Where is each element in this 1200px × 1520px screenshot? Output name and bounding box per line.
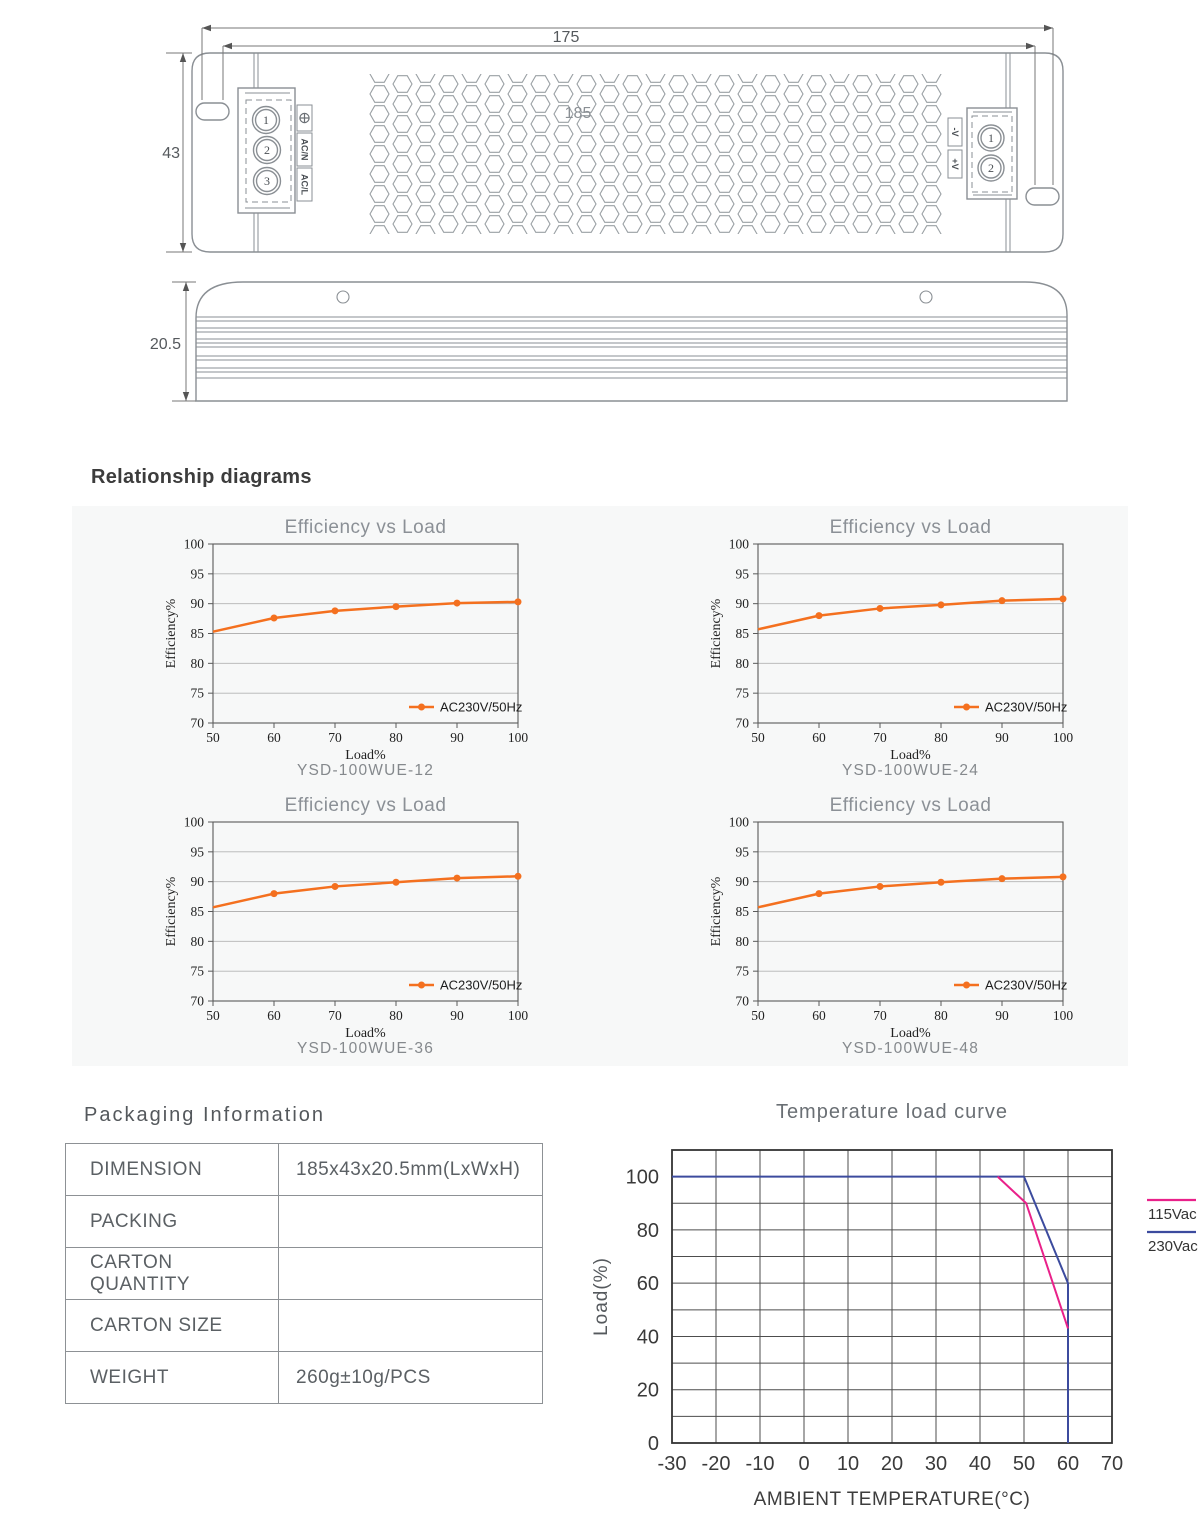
x-tick-label: 90: [995, 1008, 1009, 1023]
y-tick-label: 20: [636, 1379, 659, 1402]
x-tick-label: 80: [934, 730, 948, 745]
y-tick-label: 70: [735, 715, 749, 731]
y-tick-label: 75: [735, 963, 749, 979]
x-tick-label: 100: [1052, 1008, 1074, 1023]
output-negv-label: -V: [950, 127, 960, 137]
data-point: [393, 603, 400, 610]
row-label: WEIGHT: [66, 1352, 279, 1403]
x-tick-label: 50: [206, 730, 220, 745]
data-point: [999, 875, 1006, 882]
packaging-information-heading: Packaging Information: [84, 1104, 326, 1126]
x-tick-label: 80: [389, 1008, 403, 1023]
x-tick-label: -30: [657, 1453, 687, 1475]
vent-honeycomb: [368, 74, 942, 234]
temperature-load-curve-chart: [560, 1090, 1200, 1520]
y-tick-label: 60: [636, 1273, 659, 1296]
x-tick-label: 50: [1012, 1453, 1036, 1475]
x-tick-label: 0: [798, 1453, 810, 1475]
data-point: [999, 597, 1006, 604]
y-tick-label: 100: [183, 814, 204, 830]
data-point: [515, 598, 522, 605]
legend-marker: [418, 982, 425, 989]
y-axis-label: Efficiency%: [164, 598, 179, 669]
row-label: DIMENSION: [66, 1144, 279, 1195]
y-tick-label: 90: [190, 596, 204, 612]
x-tick-label: 10: [836, 1453, 860, 1475]
x-tick-label: 60: [267, 1008, 281, 1023]
dim-20_5-label: 20.5: [149, 336, 181, 353]
x-tick-label: 60: [812, 730, 826, 745]
data-point: [1060, 595, 1067, 602]
input-terminal-1-label: 1: [263, 113, 269, 127]
output-terminal-2-label: 2: [988, 161, 994, 175]
x-tick-label: 100: [507, 730, 529, 745]
packaging-table: [65, 1143, 543, 1404]
x-tick-label: 100: [507, 1008, 529, 1023]
x-axis-label: Load%: [345, 748, 386, 763]
chart-title: Temperature load curve: [775, 1101, 1009, 1123]
x-tick-label: 30: [924, 1453, 948, 1475]
y-tick-label: 75: [190, 963, 204, 979]
x-tick-label: -10: [745, 1453, 775, 1475]
legend-label-115vac: 115Vac: [1148, 1206, 1197, 1223]
row-value: [279, 1248, 542, 1299]
row-value: [279, 1300, 542, 1351]
input-terminal-3-label: 3: [264, 174, 270, 188]
x-tick-label: 50: [751, 730, 765, 745]
y-tick-label: 100: [728, 536, 749, 552]
y-tick-label: 85: [735, 904, 749, 919]
data-point: [938, 601, 945, 608]
technical-drawing: [0, 0, 1200, 440]
data-point: [454, 600, 461, 607]
data-point: [515, 873, 522, 880]
efficiency-chart-48: [673, 790, 1123, 1058]
y-tick-label: 100: [728, 814, 749, 830]
y-tick-label: 0: [647, 1433, 659, 1455]
y-tick-label: 70: [190, 993, 204, 1009]
dim-185-label: 185: [564, 105, 592, 122]
x-axis-label: Load%: [345, 1026, 386, 1041]
chart-caption: YSD-100WUE-36: [296, 1040, 435, 1057]
chart-caption: YSD-100WUE-24: [841, 762, 980, 779]
y-tick-label: 90: [735, 596, 749, 612]
data-point: [393, 879, 400, 886]
data-point: [271, 890, 278, 897]
x-tick-label: -20: [701, 1453, 731, 1475]
x-tick-label: 70: [328, 730, 342, 745]
legend-marker: [963, 982, 970, 989]
x-tick-label: 40: [968, 1453, 992, 1475]
chart-caption: YSD-100WUE-12: [296, 762, 435, 779]
x-axis-label: Load%: [890, 748, 931, 763]
legend-label: AC230V/50Hz: [440, 699, 523, 715]
relationship-diagrams-heading: Relationship diagrams: [91, 466, 312, 488]
dim-175-label: 175: [552, 29, 580, 46]
side-view: [172, 282, 1067, 401]
x-tick-label: 60: [1056, 1453, 1080, 1475]
row-value: 260g±10g/PCS: [296, 1366, 431, 1388]
legend-label: AC230V/50Hz: [985, 977, 1068, 993]
efficiency-chart-24: [673, 512, 1123, 780]
table-row-carton-size: [66, 1300, 542, 1352]
table-row-weight: [66, 1352, 542, 1404]
legend-label: AC230V/50Hz: [985, 699, 1068, 715]
y-tick-label: 70: [190, 715, 204, 731]
data-point: [816, 612, 823, 619]
side-body-outline: [196, 282, 1067, 401]
data-point: [938, 879, 945, 886]
chart-title: Efficiency vs Load: [284, 795, 447, 816]
x-axis-label: Load%: [890, 1026, 931, 1041]
input-terminal-2-label: 2: [264, 143, 270, 157]
y-tick-label: 100: [183, 536, 204, 552]
y-tick-label: 80: [735, 933, 749, 949]
data-point: [877, 883, 884, 890]
efficiency-chart-36: [128, 790, 578, 1058]
y-tick-label: 80: [190, 655, 204, 671]
ground-icon: [300, 113, 309, 122]
y-tick-label: 95: [735, 844, 749, 860]
table-row-packing: [66, 1196, 542, 1248]
y-axis-label: Efficiency%: [709, 598, 724, 669]
x-tick-label: 60: [812, 1008, 826, 1023]
y-tick-label: 90: [735, 874, 749, 890]
x-tick-label: 60: [267, 730, 281, 745]
output-posv-label: +V: [950, 158, 960, 170]
x-tick-label: 80: [389, 730, 403, 745]
y-tick-label: 90: [190, 874, 204, 890]
data-point: [454, 875, 461, 882]
y-axis-label: Load(%): [591, 1257, 612, 1336]
y-tick-label: 70: [735, 993, 749, 1009]
x-tick-label: 70: [328, 1008, 342, 1023]
x-axis-label: AMBIENT TEMPERATURE(°C): [753, 1489, 1031, 1510]
efficiency-line: [213, 602, 518, 632]
x-tick-label: 20: [880, 1453, 904, 1475]
data-point: [816, 890, 823, 897]
mounting-slot-left: [196, 103, 229, 120]
x-tick-label: 80: [934, 1008, 948, 1023]
legend-label: AC230V/50Hz: [440, 977, 523, 993]
chart-title: Efficiency vs Load: [829, 795, 992, 816]
y-axis-label: Efficiency%: [164, 876, 179, 947]
input-acn-label: AC/N: [299, 138, 310, 161]
row-value: 185x43x20.5mm(LxWxH): [296, 1158, 521, 1180]
y-tick-label: 75: [735, 685, 749, 701]
output-terminal-1-label: 1: [988, 131, 994, 145]
legend-marker: [963, 704, 970, 711]
row-label: CARTON SIZE: [66, 1300, 279, 1351]
data-point: [332, 607, 339, 614]
data-point: [332, 883, 339, 890]
legend-label-230vac: 230Vac: [1148, 1238, 1198, 1255]
x-tick-label: 90: [450, 730, 464, 745]
mounting-slot-right: [1026, 188, 1059, 205]
output-terminal-block: [967, 108, 1017, 199]
input-acl-label: AC/L: [299, 174, 310, 195]
y-tick-label: 95: [735, 566, 749, 582]
y-tick-label: 100: [625, 1166, 659, 1189]
legend-marker: [418, 704, 425, 711]
x-tick-label: 90: [450, 1008, 464, 1023]
row-label: CARTON QUANTITY: [66, 1248, 279, 1299]
efficiency-line: [213, 876, 518, 907]
dim-43-label: 43: [162, 145, 180, 162]
data-point: [1060, 873, 1067, 880]
x-tick-label: 50: [751, 1008, 765, 1023]
row-value: [279, 1196, 542, 1247]
x-tick-label: 50: [206, 1008, 220, 1023]
x-tick-label: 100: [1052, 730, 1074, 745]
x-tick-label: 70: [873, 730, 887, 745]
x-tick-label: 90: [995, 730, 1009, 745]
y-tick-label: 80: [190, 933, 204, 949]
y-tick-label: 95: [190, 844, 204, 860]
table-row-dimension: [66, 1144, 542, 1196]
y-tick-label: 75: [190, 685, 204, 701]
y-tick-label: 85: [190, 904, 204, 919]
data-point: [271, 614, 278, 621]
x-tick-label: 70: [873, 1008, 887, 1023]
y-tick-label: 80: [735, 655, 749, 671]
chart-title: Efficiency vs Load: [829, 517, 992, 538]
y-tick-label: 85: [735, 626, 749, 641]
y-axis-label: Efficiency%: [709, 876, 724, 947]
y-tick-label: 80: [636, 1219, 659, 1242]
chart-title: Efficiency vs Load: [284, 517, 447, 538]
y-tick-label: 40: [636, 1326, 659, 1349]
chart-caption: YSD-100WUE-48: [841, 1040, 980, 1057]
y-tick-label: 85: [190, 626, 204, 641]
row-label: PACKING: [66, 1196, 279, 1247]
y-tick-label: 95: [190, 566, 204, 582]
table-row-carton-quantity: [66, 1248, 542, 1300]
x-tick-label: 70: [1100, 1453, 1124, 1475]
data-point: [877, 605, 884, 612]
efficiency-chart-12: [128, 512, 578, 780]
